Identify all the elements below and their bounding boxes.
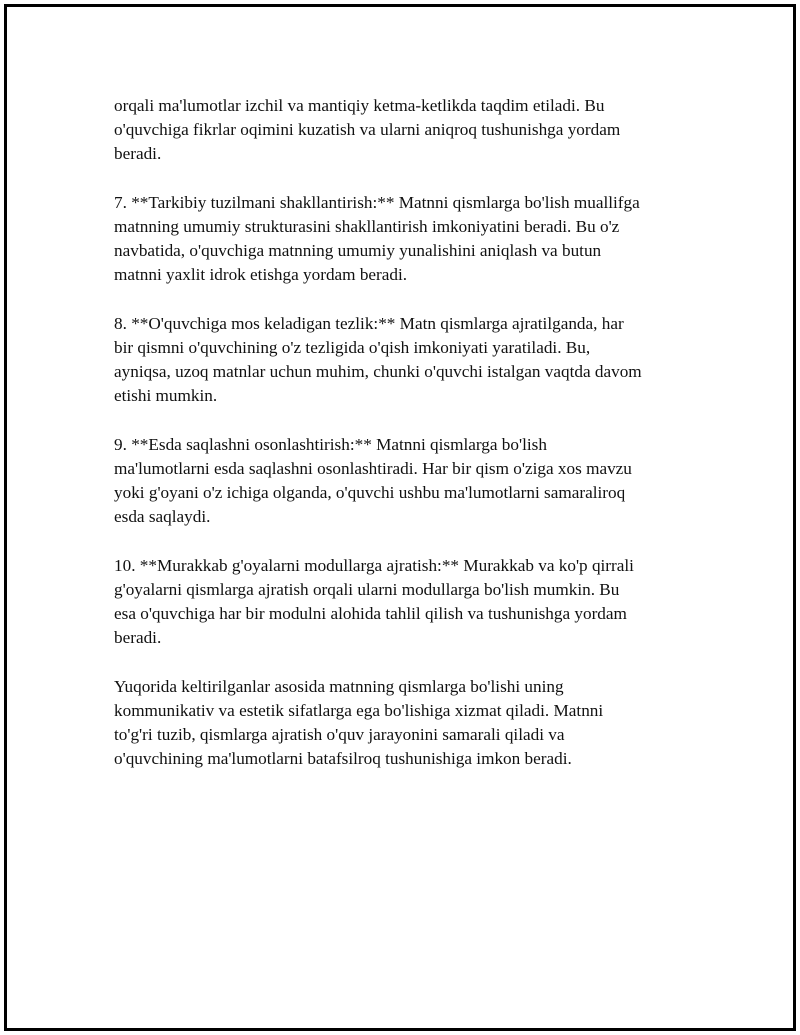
paragraph-conclusion: Yuqorida keltirilganlar asosida matnning qismlarga bo'lishi uning kommunikativ va estetik sifatlarga ega bo'lishiga xizmat qiladi. Matnni to'g'ri tuzib, qismlarga ajratish o'quv jarayonini samarali qiladi va o'quvchining ma'lumotlarni batafsilroq tushunishiga imkon beradi. [114, 676, 604, 769]
document-body [114, 94, 694, 796]
paragraph-item-9: 9. **Esda saqlashni osonlashtirish:** Matnni qismlarga bo'lish ma'lumotlarni esda saqlashni osonlashtiradi. Har bir qism o'ziga xos mavzu yoki g'oyani o'z ichiga olganda, o'quvchi ushbu ma'lumotlarni samaraliroq esda saqlaydi. [114, 434, 632, 527]
paragraph-item-8: 8. **O'quvchiga mos keladigan tezlik:** Matn qismlarga ajratilganda, har bir qismni o'quvchining o'z tezligida o'qish imkoniyati yaratiladi. Bu, ayniqsa, uzoq matnlar uchun muhim, chunki o'quvchi istalgan vaqtda davom etishi mumkin. [114, 313, 642, 406]
paragraph-item-7: 7. **Tarkibiy tuzilmani shakllantirish:** Matnni qismlarga bo'lish muallifga matnning umumiy strukturasini shakllantirish imkoniyatini beradi. Bu o'z navbatida, o'quvchiga matnning umumiy yunalishini aniqlash va butun matnni yaxlit idrok etishga yordam beradi. [114, 192, 640, 285]
paragraph-item-10: 10. **Murakkab g'oyalarni modullarga ajratish:** Murakkab va ko'p qirrali g'oyalarni qismlarga ajratish orqali ularni modullarga bo'lish mumkin. Bu esa o'quvchiga har bir modulni alohida tahlil qilish va tushunishga yordam beradi. [114, 555, 634, 648]
paragraph-intro-continuation: orqali ma'lumotlar izchil va mantiqiy ketma-ketlikda taqdim etiladi. Bu o'quvchiga fikrlar oqimini kuzatish va ularni aniqroq tushunishga yordam beradi. [114, 96, 621, 164]
